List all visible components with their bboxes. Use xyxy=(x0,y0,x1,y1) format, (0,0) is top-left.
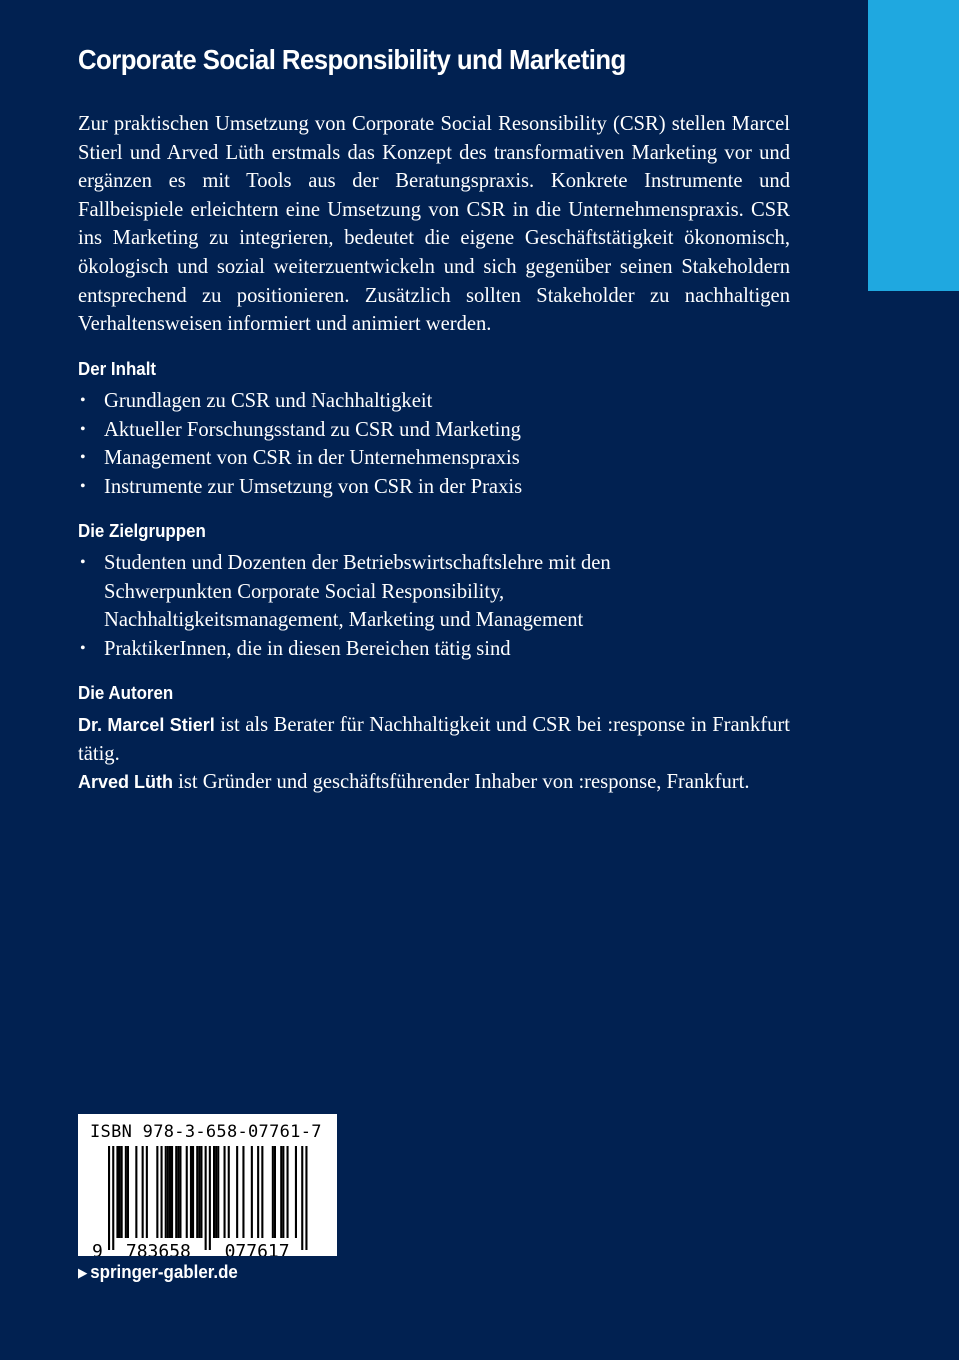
authors-heading: Die Autoren xyxy=(78,683,174,703)
barcode-bar xyxy=(305,1146,307,1250)
barcode-icon xyxy=(78,1114,337,1256)
book-title: Corporate Social Responsibility und Marketing xyxy=(78,44,626,75)
bullet-icon: • xyxy=(80,554,86,571)
bullet-icon: • xyxy=(80,420,86,438)
bullet-icon: • xyxy=(80,477,86,495)
target-groups-heading: Die Zielgruppen xyxy=(78,521,206,541)
bullet-icon: • xyxy=(80,392,86,409)
list-item: • Management von CSR in der Unternehmenspraxis xyxy=(78,444,798,473)
barcode-bar xyxy=(272,1146,274,1238)
barcode-bar xyxy=(251,1146,253,1238)
barcode-bar xyxy=(177,1146,179,1238)
isbn-barcode xyxy=(78,1114,337,1256)
barcode-bar xyxy=(215,1146,217,1238)
barcode-bar xyxy=(116,1146,118,1238)
barcode-bar xyxy=(108,1146,110,1250)
barcode-bar xyxy=(213,1146,215,1238)
barcode-bar xyxy=(205,1146,207,1250)
list-item: • PraktikerInnen, die in diesen Bereichen tätig sind xyxy=(78,635,678,664)
barcode-bar xyxy=(135,1146,137,1238)
barcode-bar xyxy=(175,1146,177,1238)
barcode-bar xyxy=(217,1146,219,1238)
barcode-bar xyxy=(228,1146,230,1238)
barcode-bar xyxy=(146,1146,148,1238)
barcode-bar xyxy=(236,1146,238,1238)
contents-list xyxy=(78,387,798,501)
author-bio-1: Dr. Marcel Stierl ist als Berater für Nachhaltigkeit und CSR bei :response in Frankfurt tätig. xyxy=(78,714,790,765)
barcode-bar xyxy=(169,1146,171,1238)
barcode-bar xyxy=(196,1146,198,1238)
barcode-bar xyxy=(209,1146,211,1250)
barcode-bar xyxy=(186,1146,188,1238)
barcode-bar xyxy=(224,1146,226,1238)
barcode-bar xyxy=(280,1146,282,1238)
list-item: • Grundlagen zu CSR und Nachhaltigkeit xyxy=(78,387,798,416)
barcode-bar xyxy=(167,1146,169,1238)
list-item: • Aktueller Forschungsstand zu CSR und Marketing xyxy=(78,416,798,445)
barcode-bar xyxy=(161,1146,163,1238)
barcode-bar xyxy=(198,1146,200,1238)
barcode-bar xyxy=(119,1146,121,1238)
barcode-bar xyxy=(112,1146,114,1250)
barcode-bar xyxy=(142,1146,144,1238)
list-item: • Studenten und Dozenten der Betriebswirtschaftslehre mit den Schwerpunkten Corporate Social Responsibility, Nachhaltigkeitsmanagement, Marketing und Management xyxy=(78,549,678,635)
barcode-bar xyxy=(171,1146,173,1238)
barcode-bar xyxy=(301,1146,303,1250)
arrow-right-icon: ▶ xyxy=(78,1265,88,1280)
barcode-bar xyxy=(165,1146,167,1238)
barcode-bar xyxy=(261,1146,263,1238)
barcode-digits: 783658 xyxy=(125,1241,191,1256)
publisher-website: ▶ springer-gabler.de xyxy=(78,1262,238,1282)
barcode-bar xyxy=(242,1146,244,1238)
barcode-bar xyxy=(274,1146,276,1238)
barcode-bar xyxy=(287,1146,289,1238)
barcode-bar xyxy=(257,1146,259,1238)
bullet-icon: • xyxy=(80,449,86,467)
bullet-icon: • xyxy=(80,639,86,657)
barcode-bar xyxy=(121,1146,123,1238)
accent-color-strip xyxy=(868,0,959,291)
book-blurb: Zur praktischen Umsetzung von Corporate Social Resonsibility (CSR) stellen Marcel Stierl und Arved Lüth erstmals das Konzept des transformativen Marketing vor und ergänzen es mit Tools aus der Beratungspraxis. Konkrete Instrumente und Fallbeispiele erleichtern eine Umsetzung von CSR in die Unternehmenspraxis. CSR ins Marketing zu integrieren, bedeutet die eigene Geschäftstätigkeit ökonomisch, ökologisch und sozial weiterzuentwickeln und sich gegenüber seinen Stakeholdern entsprechend zu positionieren. Zusätzlich sollten Stakeholder zu nachhaltigen Verhaltensweisen informiert und animiert werden. xyxy=(78,113,790,336)
author-bio-2: Arved Lüth ist Gründer und geschäftsführender Inhaber von :response, Frankfurt. xyxy=(78,771,750,793)
barcode-digits: 9 xyxy=(92,1241,103,1256)
barcode-bar xyxy=(179,1146,181,1238)
barcode-bar xyxy=(282,1146,284,1238)
isbn-number: ISBN 978-3-658-07761-7 xyxy=(90,1122,322,1142)
list-item: • Instrumente zur Umsetzung von CSR in der Praxis xyxy=(78,473,798,502)
barcode-bar xyxy=(156,1146,158,1238)
barcode-bar xyxy=(200,1146,202,1238)
author-name: Dr. Marcel Stierl xyxy=(78,715,215,735)
barcode-bar xyxy=(295,1146,297,1238)
target-groups-list xyxy=(78,549,678,663)
barcode-bar xyxy=(125,1146,127,1238)
barcode-bar xyxy=(127,1146,129,1238)
author-name: Arved Lüth xyxy=(78,772,174,792)
barcode-bar xyxy=(192,1146,194,1238)
barcode-bar xyxy=(190,1146,192,1238)
contents-heading: Der Inhalt xyxy=(78,359,157,379)
barcode-digits: 077617 xyxy=(224,1241,290,1256)
